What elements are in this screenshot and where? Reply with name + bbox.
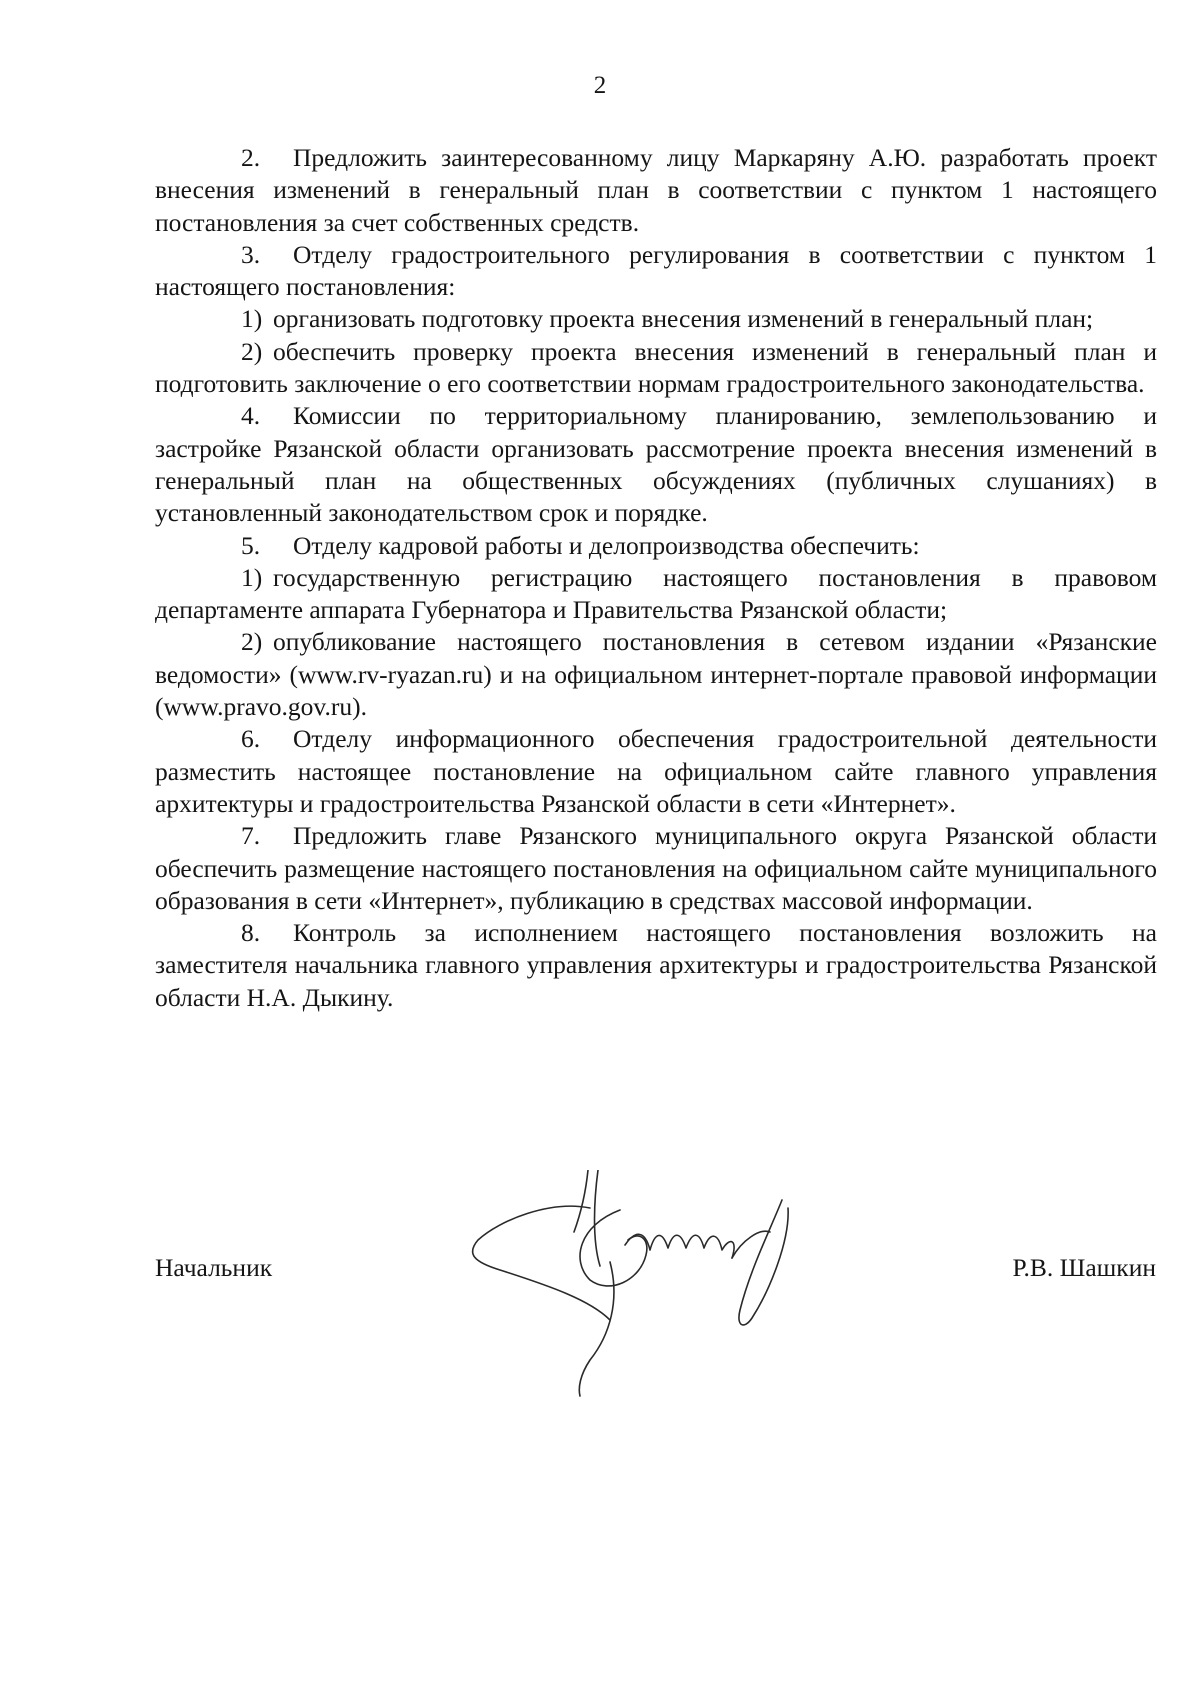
item-text: Комиссии по территориальному планированию, землепользованию и застройке Рязанской области организовать рассмотрение проекта внесения изменений в генеральный план на общественных обсуждениях (публичных слушаниях) в установленный законодательством срок и порядке. bbox=[155, 401, 1157, 528]
subitem-3-2 bbox=[155, 336, 1157, 401]
subitem-number: 2) bbox=[241, 627, 263, 657]
subitem-5-2 bbox=[155, 626, 1157, 723]
signatory-title: Начальник bbox=[155, 1253, 273, 1282]
paragraph-item-2 bbox=[155, 142, 1157, 239]
paragraph-item-3 bbox=[155, 239, 1157, 304]
subitem-number: 1) bbox=[241, 304, 263, 334]
item-number: 7. bbox=[241, 821, 261, 851]
handwritten-signature bbox=[470, 1170, 850, 1400]
subitem-text: обеспечить проверку проекта внесения изменений в генеральный план и подготовить заключение о его соответствии нормам градостроительного законодательства. bbox=[155, 336, 1157, 399]
subitem-5-1 bbox=[155, 562, 1157, 627]
item-number: 2. bbox=[241, 143, 261, 172]
item-text: Отделу кадровой работы и делопроизводства обеспечить: bbox=[293, 530, 920, 560]
paragraph-item-5 bbox=[155, 530, 1157, 562]
document-body bbox=[155, 142, 1157, 1014]
item-text: Предложить главе Рязанского муниципального округа Рязанской области обеспечить размещение настоящего постановления на официальном сайте муниципального образования в сети «Интернет», публикацию в средствах массовой информации. bbox=[155, 821, 1157, 915]
item-text: Отделу градостроительного регулирования в соответствии с пунктом 1 настоящего постановления: bbox=[155, 239, 1157, 302]
item-number: 3. bbox=[241, 239, 261, 269]
subitem-number: 1) bbox=[241, 562, 263, 592]
item-number: 5. bbox=[241, 530, 261, 560]
subitem-text: государственную регистрацию настоящего постановления в правовом департаменте аппарата Губернатора и Правительства Рязанской области; bbox=[155, 562, 1157, 625]
subitem-3-1 bbox=[155, 303, 1157, 335]
page-number: 2 bbox=[593, 72, 607, 99]
paragraph-item-7 bbox=[155, 820, 1157, 917]
item-text: Отделу информационного обеспечения градостроительной деятельности разместить настоящее постановление на официальном сайте главного управления архитектуры и градостроительства Рязанской области в сети «Интернет». bbox=[155, 724, 1157, 818]
item-number: 4. bbox=[241, 401, 261, 431]
subitem-text: опубликование настоящего постановления в сетевом издании «Рязанские ведомости» (www.rv-ryazan.ru) и на официальном интернет-портале правовой информации (www.pravo.gov.ru). bbox=[155, 627, 1157, 722]
subitem-text: организовать подготовку проекта внесения изменений в генеральный план; bbox=[273, 304, 1094, 334]
item-text: Предложить заинтересованному лицу Маркаряну А.Ю. разработать проект внесения изменений в генеральный план в соответствии с пунктом 1 настоящего постановления за счет собственных средств. bbox=[155, 143, 1157, 237]
subitem-number: 2) bbox=[241, 336, 263, 366]
item-text: Контроль за исполнением настоящего постановления возложить на заместителя начальника главного управления архитектуры и градостроительства Рязанской области Н.А. Дыкину. bbox=[155, 918, 1157, 1012]
paragraph-item-4 bbox=[155, 400, 1157, 529]
paragraph-item-8 bbox=[155, 917, 1157, 1014]
item-number: 8. bbox=[241, 918, 261, 948]
item-number: 6. bbox=[241, 724, 261, 754]
signatory-name: Р.В. Шашкин bbox=[1012, 1253, 1156, 1282]
paragraph-item-6 bbox=[155, 723, 1157, 820]
